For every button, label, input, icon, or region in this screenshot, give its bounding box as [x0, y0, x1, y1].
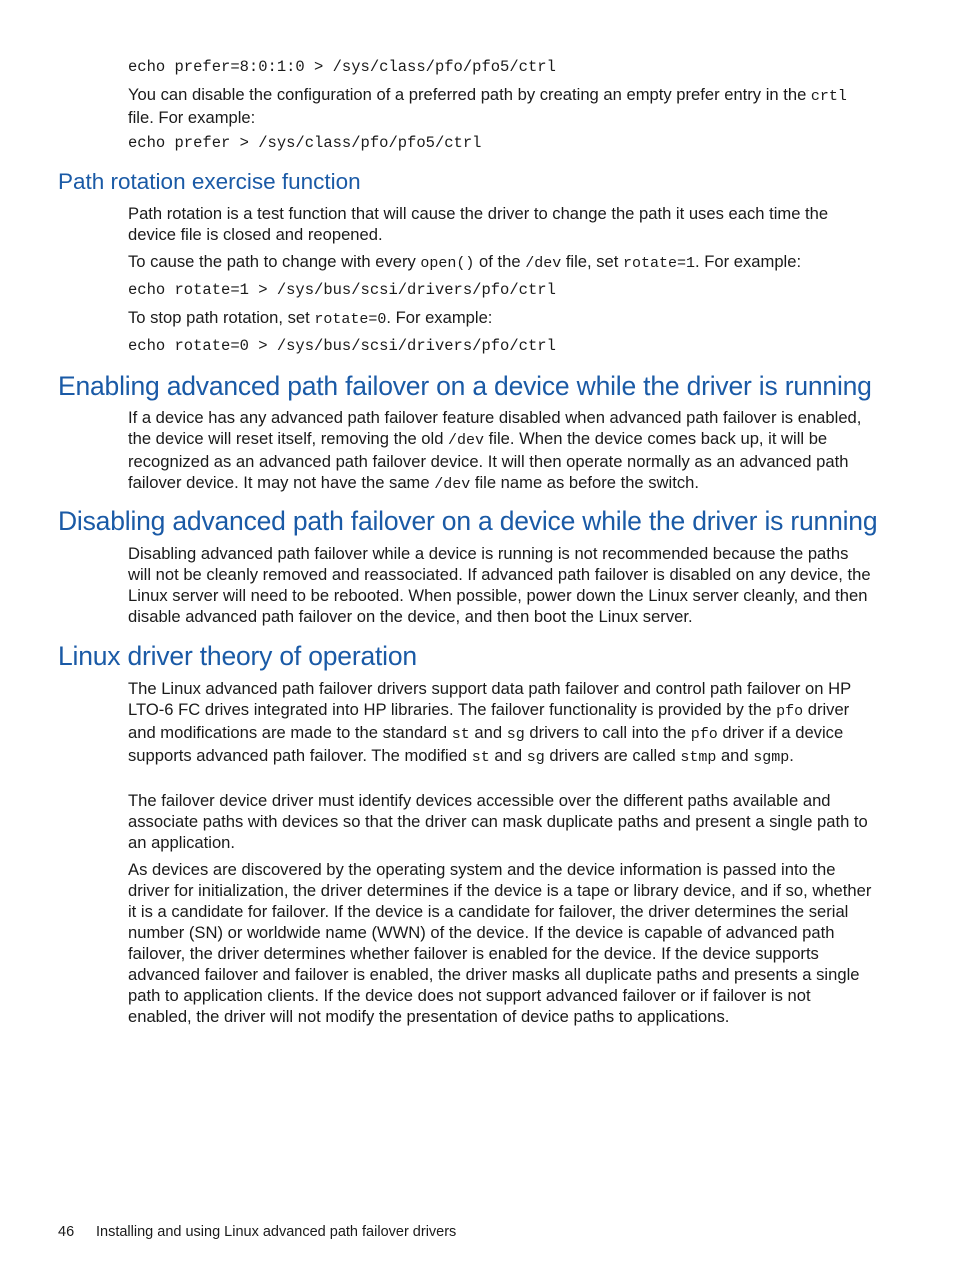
page-number: 46 — [58, 1224, 75, 1240]
code-rotate-on: echo rotate=1 > /sys/bus/scsi/drivers/pfo/ctrl — [128, 281, 556, 299]
heading-theory-of-operation: Linux driver theory of operation — [58, 641, 417, 671]
paragraph-rotation-stop: To stop path rotation, set rotate=0. For example: — [128, 308, 493, 328]
paragraph-enabling-failover: If a device has any advanced path failover feature disabled when advanced path failover is enabled, the device will reset itself, removing the old /dev file. When the device comes back up, it will be recognized as an advanced path failover device. It will then operate normally as an advanced path failover device. It may not have the same /dev file name as before the switch. — [128, 408, 862, 493]
paragraph-rotation-intro: Path rotation is a test function that will cause the driver to change the path it uses each time the device file is closed and reopened. — [128, 204, 829, 244]
code-prefer-set: echo prefer=8:0:1:0 > /sys/class/pfo/pfo5/ctrl — [128, 58, 556, 76]
paragraph-theory-drivers: The Linux advanced path failover drivers support data path failover and control path failover on HP LTO-6 FC drives integrated into HP libraries. The failover functionality is provided by the pfo driver and modifications are made to the standard st and sg drivers to call into the pfo driver if a device supports advanced path failover. The modified st and sg drivers are called stmp and sgmp. — [128, 679, 851, 766]
heading-enabling-failover: Enabling advanced path failover on a device while the driver is running — [58, 371, 872, 401]
code-rotate-off: echo rotate=0 > /sys/bus/scsi/drivers/pfo/ctrl — [128, 337, 556, 355]
paragraph-disabling-failover: Disabling advanced path failover while a device is running is not recommended because the paths will not be cleanly removed and reassociated. If advanced path failover is disabled on any device, the Linux server will need to be rebooted. When possible, power down the Linux server cleanly, and then disable advanced path failover on the device, and then boot the Linux server. — [128, 544, 871, 626]
heading-path-rotation: Path rotation exercise function — [58, 169, 361, 194]
code-prefer-empty: echo prefer > /sys/class/pfo/pfo5/ctrl — [128, 134, 482, 152]
footer-title: Installing and using Linux advanced path failover drivers — [96, 1224, 457, 1240]
page-footer — [58, 1222, 456, 1242]
paragraph-disable-prefer: You can disable the configuration of a preferred path by creating an empty prefer entry in the crtl file. For example: — [128, 85, 847, 127]
paragraph-theory-discovery: As devices are discovered by the operating system and the device information is passed into the driver for initialization, the driver determines if the device is a tape or library device, and if so, whether it is a candidate for failover. If the device is a candidate for failover, the driver determines the serial number (SN) or worldwide name (WWN) of the device. If the device is capable of advanced path failover, the driver determines whether failover is enabled for the device. If the device supports advanced failover and failover is enabled, the driver masks all duplicate paths and presents a single path to application clients. If the device does not support advanced failover or if failover is not enabled, the driver will not modify the presentation of device paths to applications. — [128, 860, 872, 1026]
heading-disabling-failover: Disabling advanced path failover on a device while the driver is running — [58, 506, 878, 536]
paragraph-rotation-enable: To cause the path to change with every open() of the /dev file, set rotate=1. For example: — [128, 252, 802, 272]
paragraph-theory-identify: The failover device driver must identify devices accessible over the different paths available and associate paths with devices so that the driver can mask duplicate paths and present a single path to an application. — [128, 791, 868, 852]
